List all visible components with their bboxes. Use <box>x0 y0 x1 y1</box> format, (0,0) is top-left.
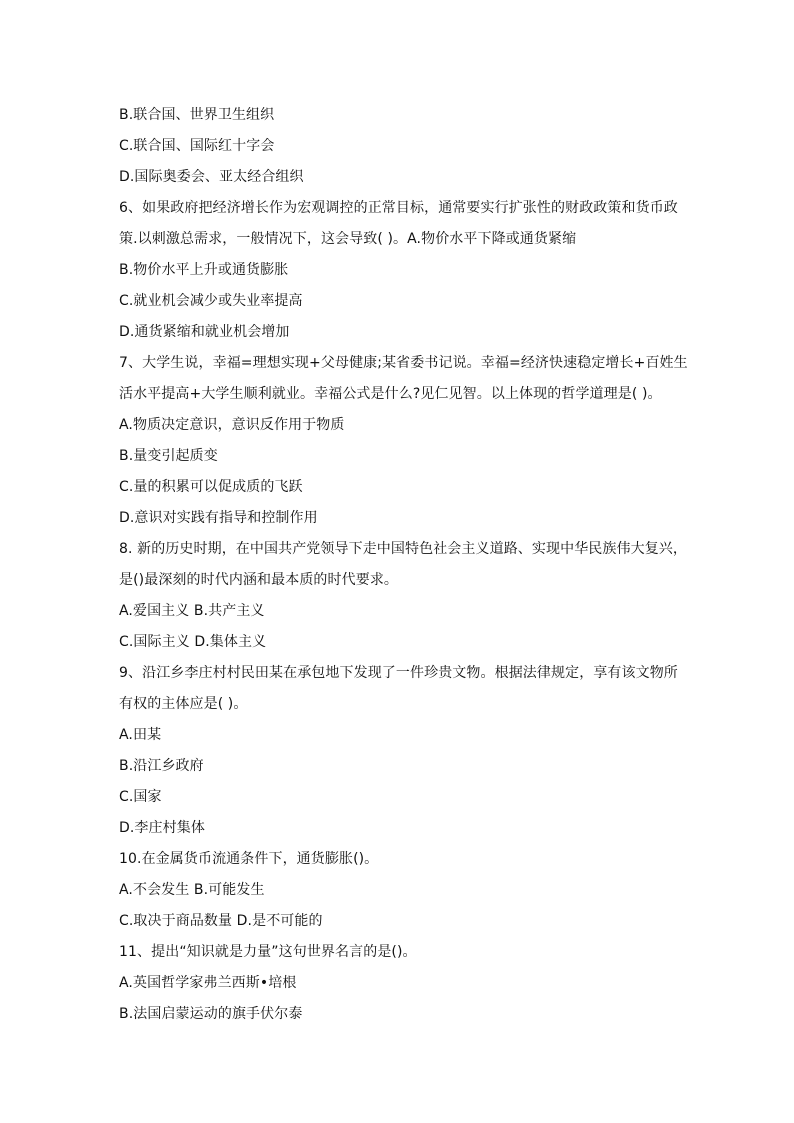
option-line: B.法国启蒙运动的旗手伏尔泰 <box>119 1006 303 1022</box>
question-line: 策.以刺激总需求，一般情况下，这会导致( )。A.物价水平下降或通货紧缩 <box>119 231 577 247</box>
question-line: 活水平提高+大学生顺利就业。幸福公式是什么?见仁见智。以上体现的哲学道理是( )。 <box>119 386 662 402</box>
option-line: C.国家 <box>119 789 162 805</box>
question-line: 6、如果政府把经济增长作为宏观调控的正常目标，通常要实行扩张性的财政政策和货币政 <box>119 200 678 216</box>
option-line: B.物价水平上升或通货膨胀 <box>119 262 289 278</box>
option-line: B.联合国、世界卫生组织 <box>119 107 275 123</box>
question-line: 11、提出“知识就是力量”这句世界名言的是()。 <box>119 944 417 960</box>
question-line: 8. 新的历史时期，在中国共产党领导下走中国特色社会主义道路、实现中华民族伟大复兴， <box>119 541 688 557</box>
option-line: D.通货紧缩和就业机会增加 <box>119 324 290 340</box>
document-body <box>119 100 688 1030</box>
question-line: 是()最深刻的时代内涵和最本质的时代要求。 <box>119 572 399 588</box>
option-line: A.不会发生 B.可能发生 <box>119 882 265 898</box>
option-line: A.物质决定意识，意识反作用于物质 <box>119 417 345 433</box>
option-line: C.就业机会减少或失业率提高 <box>119 293 303 309</box>
question-line: 10.在金属货币流通条件下，通货膨胀()。 <box>119 851 379 867</box>
option-line: A.田某 <box>119 727 162 743</box>
option-line: C.联合国、国际红十字会 <box>119 138 275 154</box>
question-line: 7、大学生说，幸福=理想实现+父母健康;某省委书记说。幸福=经济快速稳定增长+百姓生 <box>119 355 688 371</box>
option-line: D.李庄村集体 <box>119 820 205 836</box>
question-line: 有权的主体应是( )。 <box>119 696 248 712</box>
option-line: C.国际主义 D.集体主义 <box>119 634 267 650</box>
option-line: C.量的积累可以促成质的飞跃 <box>119 479 303 495</box>
question-line: 9、沿江乡李庄村村民田某在承包地下发现了一件珍贵文物。根据法律规定，享有该文物所 <box>119 665 678 681</box>
option-line: D.国际奥委会、亚太经合组织 <box>119 169 304 185</box>
option-line: A.爱国主义 B.共产主义 <box>119 603 265 619</box>
option-line: D.意识对实践有指导和控制作用 <box>119 510 318 526</box>
option-line: B.沿江乡政府 <box>119 758 204 774</box>
option-line: B.量变引起质变 <box>119 448 218 464</box>
option-line: C.取决于商品数量 D.是不可能的 <box>119 913 323 929</box>
option-line: A.英国哲学家弗兰西斯•培根 <box>119 975 297 991</box>
